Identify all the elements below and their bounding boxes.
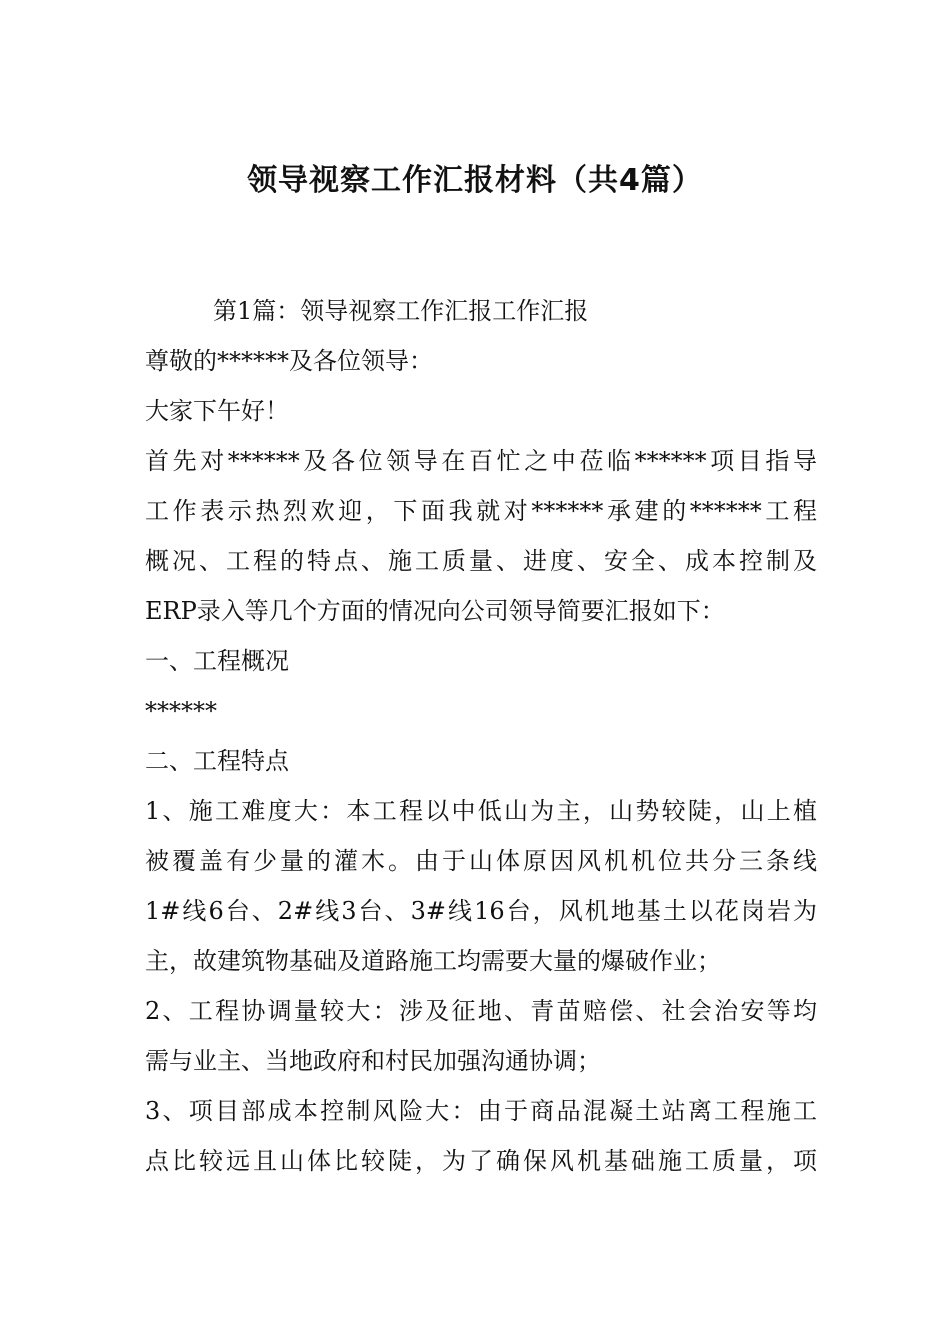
paragraph-line: 点比较远且山体比较陡，为了确保风机基础施工质量，项	[145, 1147, 817, 1175]
paragraph-line: ERP录入等几个方面的情况向公司领导简要汇报如下：	[145, 597, 725, 625]
paragraph-line: 工作表示热烈欢迎，下面我就对******承建的******工程	[145, 497, 817, 525]
paragraph-line: 首先对******及各位领导在百忙之中莅临******项目指导	[145, 447, 817, 475]
paragraph-line: 需与业主、当地政府和村民加强沟通协调；	[145, 1047, 601, 1075]
paragraph-line: 被覆盖有少量的灌木。由于山体原因风机机位共分三条线	[145, 847, 817, 875]
paragraph-line: 2、工程协调量较大：涉及征地、青苗赔偿、社会治安等均	[145, 997, 817, 1025]
redacted-text: ******	[145, 697, 217, 725]
paragraph-line: 1、施工难度大：本工程以中低山为主，山势较陡，山上植	[145, 797, 817, 825]
paragraph-line: 3、项目部成本控制风险大：由于商品混凝土站离工程施工	[145, 1097, 817, 1125]
paragraph-line: 1#线6台、2#线3台、3#线16台，风机地基土以花岗岩为	[145, 897, 817, 925]
greeting: 大家下午好！	[145, 397, 289, 425]
paragraph-line: 主，故建筑物基础及道路施工均需要大量的爆破作业；	[145, 947, 721, 975]
section-heading-article-1: 第1篇：领导视察工作汇报工作汇报	[213, 297, 589, 325]
document-body	[145, 286, 817, 1186]
section-heading-features: 二、工程特点	[145, 747, 289, 775]
section-heading-overview: 一、工程概况	[145, 647, 289, 675]
paragraph-line: 概况、工程的特点、施工质量、进度、安全、成本控制及	[145, 547, 817, 575]
salutation: 尊敬的******及各位领导：	[145, 347, 433, 375]
document-title: 领导视察工作汇报材料（共4篇）	[247, 163, 703, 198]
